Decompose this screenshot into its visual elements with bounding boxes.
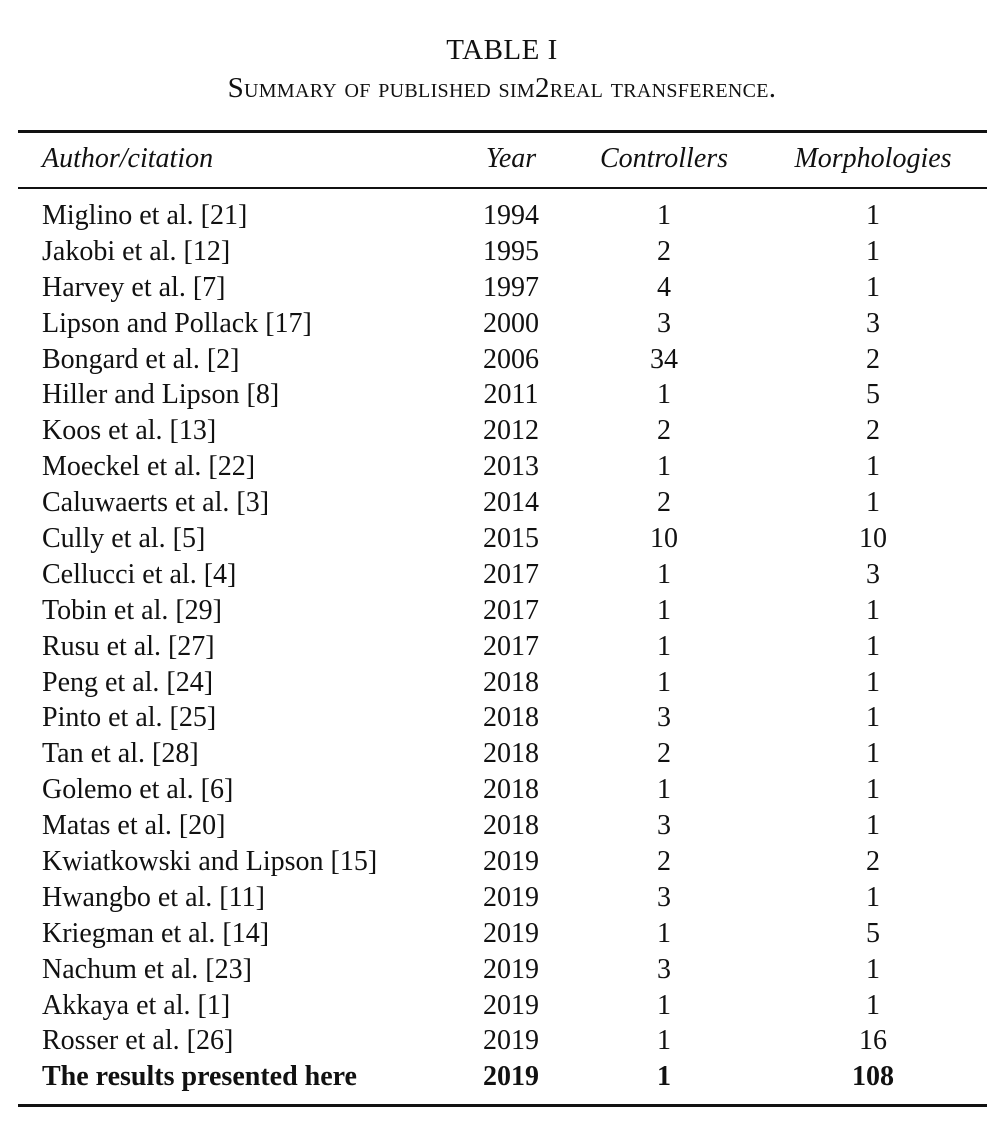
table-row xyxy=(0,665,1004,701)
cell-morphologies: 1 xyxy=(866,810,880,842)
table-row xyxy=(0,593,1004,629)
cell-morphologies: 3 xyxy=(866,307,880,339)
cell-controllers: 2 xyxy=(657,415,671,447)
table-row xyxy=(0,629,1004,665)
cell-author: Rosser et al. [26] xyxy=(42,1025,234,1057)
cell-morphologies: 1 xyxy=(866,666,880,698)
cell-controllers: 1 xyxy=(657,200,671,231)
cell-year: 2017 xyxy=(483,558,539,590)
table-row xyxy=(0,521,1004,557)
table-row xyxy=(0,342,1004,378)
cell-author: Harvey et al. [7] xyxy=(42,271,226,303)
cell-controllers: 1 xyxy=(657,917,671,949)
table-row xyxy=(0,844,1004,880)
cell-author: Golemo et al. [6] xyxy=(42,774,234,806)
cell-morphologies: 10 xyxy=(859,523,887,555)
cell-controllers: 1 xyxy=(657,989,671,1021)
table-row xyxy=(0,485,1004,521)
cell-year: 2011 xyxy=(483,379,539,411)
cell-morphologies: 5 xyxy=(866,917,880,949)
cell-controllers: 4 xyxy=(657,271,671,303)
cell-morphologies: 1 xyxy=(866,271,880,303)
cell-author: Jakobi et al. [12] xyxy=(42,235,231,267)
cell-year: 2019 xyxy=(483,989,539,1021)
cell-year: 2019 xyxy=(483,917,539,949)
cell-year: 2018 xyxy=(483,702,539,734)
table-row xyxy=(0,270,1004,306)
cell-controllers: 2 xyxy=(657,846,671,878)
cell-morphologies: 1 xyxy=(866,774,880,806)
table-row xyxy=(0,916,1004,952)
table-row xyxy=(0,952,1004,988)
cell-controllers: 1 xyxy=(657,666,671,698)
cell-morphologies: 108 xyxy=(852,1061,894,1093)
cell-morphologies: 2 xyxy=(866,415,880,447)
table-body xyxy=(0,198,1004,1095)
cell-year: 2019 xyxy=(483,1025,539,1057)
cell-morphologies: 3 xyxy=(866,558,880,590)
cell-author: Miglino et al. [21] xyxy=(42,200,248,231)
cell-year: 2018 xyxy=(483,738,539,770)
cell-author: Hwangbo et al. [11] xyxy=(42,881,265,913)
cell-controllers: 1 xyxy=(657,630,671,662)
header-rule xyxy=(18,187,987,189)
cell-author: Caluwaerts et al. [3] xyxy=(42,487,270,519)
table-row xyxy=(0,449,1004,485)
table-row xyxy=(0,988,1004,1024)
cell-year: 2014 xyxy=(483,487,539,519)
cell-controllers: 3 xyxy=(657,702,671,734)
cell-morphologies: 1 xyxy=(866,487,880,519)
cell-morphologies: 1 xyxy=(866,594,880,626)
cell-controllers: 2 xyxy=(657,738,671,770)
cell-author: Hiller and Lipson [8] xyxy=(42,379,280,411)
table-row xyxy=(0,1059,1004,1095)
cell-morphologies: 2 xyxy=(866,846,880,878)
cell-year: 1994 xyxy=(483,200,539,231)
table-row xyxy=(0,306,1004,342)
cell-morphologies: 1 xyxy=(866,235,880,267)
cell-author: Cully et al. [5] xyxy=(42,523,206,555)
cell-author: The results presented here xyxy=(42,1061,357,1093)
cell-author: Kwiatkowski and Lipson [15] xyxy=(42,846,378,878)
header-controllers: Controllers xyxy=(599,143,729,174)
cell-morphologies: 5 xyxy=(866,379,880,411)
cell-year: 2018 xyxy=(483,810,539,842)
cell-controllers: 1 xyxy=(657,774,671,806)
cell-morphologies: 1 xyxy=(866,989,880,1021)
cell-controllers: 3 xyxy=(657,307,671,339)
cell-author: Bongard et al. [2] xyxy=(42,343,240,375)
header-morphologies: Morphologies xyxy=(794,143,952,174)
cell-morphologies: 1 xyxy=(866,702,880,734)
cell-controllers: 1 xyxy=(657,594,671,626)
cell-year: 2019 xyxy=(483,846,539,878)
cell-year: 2013 xyxy=(483,451,539,483)
cell-controllers: 2 xyxy=(657,487,671,519)
cell-controllers: 2 xyxy=(657,235,671,267)
cell-controllers: 1 xyxy=(657,379,671,411)
cell-year: 2012 xyxy=(483,415,539,447)
cell-year: 2000 xyxy=(483,307,539,339)
cell-morphologies: 1 xyxy=(866,953,880,985)
cell-year: 1997 xyxy=(483,271,539,303)
cell-author: Akkaya et al. [1] xyxy=(42,989,231,1021)
cell-year: 2015 xyxy=(483,523,539,555)
table-row xyxy=(0,808,1004,844)
cell-controllers: 3 xyxy=(657,810,671,842)
table-row xyxy=(0,772,1004,808)
cell-year: 2019 xyxy=(483,953,539,985)
cell-morphologies: 1 xyxy=(866,451,880,483)
cell-morphologies: 2 xyxy=(866,343,880,375)
table-row xyxy=(0,234,1004,270)
table-subtitle: Summary of published sim2real transference. xyxy=(227,72,777,104)
cell-controllers: 1 xyxy=(657,1061,671,1093)
cell-author: Tobin et al. [29] xyxy=(42,594,222,626)
table-row xyxy=(0,736,1004,772)
table-row xyxy=(0,700,1004,736)
cell-author: Rusu et al. [27] xyxy=(42,630,215,662)
cell-controllers: 3 xyxy=(657,881,671,913)
cell-year: 2019 xyxy=(483,1061,539,1093)
header-author: Author/citation xyxy=(42,143,214,174)
cell-year: 1995 xyxy=(483,235,539,267)
table-row xyxy=(0,1023,1004,1059)
cell-author: Moeckel et al. [22] xyxy=(42,451,256,483)
table-header xyxy=(0,143,1004,179)
table-row xyxy=(0,198,1004,234)
cell-year: 2006 xyxy=(483,343,539,375)
cell-controllers: 1 xyxy=(657,558,671,590)
cell-morphologies: 1 xyxy=(866,881,880,913)
cell-author: Kriegman et al. [14] xyxy=(42,917,270,949)
header-year: Year xyxy=(485,143,537,174)
cell-controllers: 1 xyxy=(657,1025,671,1057)
table-row xyxy=(0,413,1004,449)
cell-author: Nachum et al. [23] xyxy=(42,953,252,985)
cell-author: Matas et al. [20] xyxy=(42,810,226,842)
cell-morphologies: 1 xyxy=(866,630,880,662)
table-row xyxy=(0,557,1004,593)
cell-controllers: 1 xyxy=(657,451,671,483)
cell-year: 2018 xyxy=(483,666,539,698)
cell-morphologies: 1 xyxy=(866,738,880,770)
table-title: TABLE I xyxy=(446,34,558,66)
cell-author: Tan et al. [28] xyxy=(42,738,199,770)
top-rule xyxy=(18,130,987,133)
cell-controllers: 34 xyxy=(650,343,678,375)
cell-author: Cellucci et al. [4] xyxy=(42,558,237,590)
cell-author: Pinto et al. [25] xyxy=(42,702,217,734)
cell-year: 2017 xyxy=(483,630,539,662)
table-row xyxy=(0,880,1004,916)
cell-author: Lipson and Pollack [17] xyxy=(42,307,312,339)
cell-author: Peng et al. [24] xyxy=(42,666,214,698)
cell-year: 2017 xyxy=(483,594,539,626)
cell-year: 2018 xyxy=(483,774,539,806)
cell-controllers: 3 xyxy=(657,953,671,985)
bottom-rule xyxy=(18,1104,987,1107)
cell-morphologies: 1 xyxy=(866,200,880,231)
cell-morphologies: 16 xyxy=(859,1025,887,1057)
cell-controllers: 10 xyxy=(650,523,678,555)
table-row xyxy=(0,377,1004,413)
cell-author: Koos et al. [13] xyxy=(42,415,217,447)
cell-year: 2019 xyxy=(483,881,539,913)
